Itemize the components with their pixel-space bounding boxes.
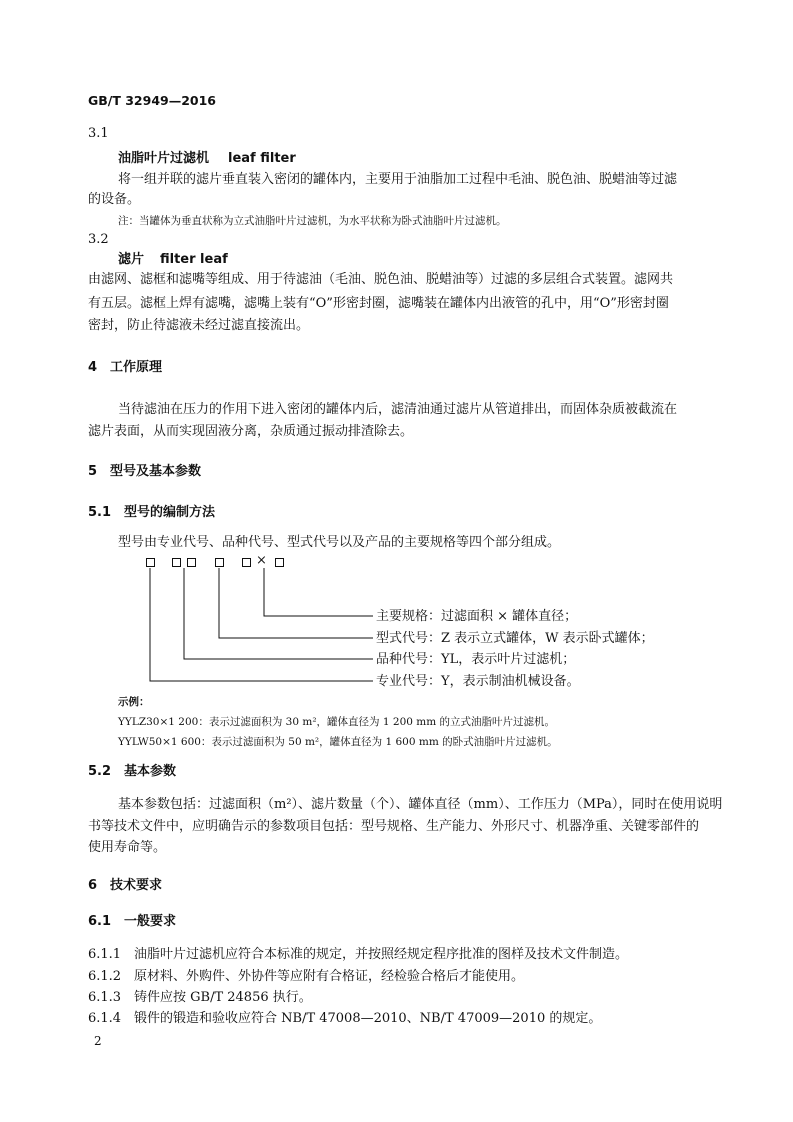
section-5-2-para-line1: 基本参数包括：过滤面积（m²）、滤片数量（个）、罐体直径（mm）、工作压力（MPa），同时在使用说明 — [118, 797, 723, 812]
example-1: YYLZ30×1 200：表示过滤面积为 30 m²，罐体直径为 1 200 mm 的立式油脂叶片过滤机。 — [118, 716, 556, 728]
section-5-1-intro: 型号由专业代号、品种代号、型式代号以及产品的主要规格等四个部分组成。 — [118, 535, 561, 550]
clause-3-1-note: 注：当罐体为垂直状称为立式油脂叶片过滤机，为水平状称为卧式油脂叶片过滤机。 — [118, 215, 507, 227]
section-4-para-line1: 当待滤油在压力的作用下进入密闭的罐体内后，滤清油通过滤片从管道排出，而固体杂质被截流在 — [118, 402, 678, 417]
clause-3-2-number: 3.2 — [88, 232, 109, 247]
diagram-label-variety: 品种代号：YL，表示叶片过滤机； — [376, 652, 576, 667]
clause-3-2-definition-line1: 由滤网、滤框和滤嘴等组成、用于待滤油（毛油、脱色油、脱蜡油等）过滤的多层组合式装置。滤网共 — [88, 272, 674, 287]
section-5-2-heading: 5.2 基本参数 — [88, 764, 177, 779]
clause-3-2-definition-line2: 有五层。滤框上焊有滤嘴，滤嘴上装有“O”形密封圈，滤嘴装在罐体内出液管的孔中，用“O”形密封圈 — [88, 296, 669, 311]
section-5-1-heading: 5.1 型号的编制方法 — [88, 505, 216, 520]
section-5-2-para-line2: 书等技术文件中，应明确告示的参数项目包括：型号规格、生产能力、外形尺寸、机器净重、关键零部件的 — [88, 819, 700, 834]
page-number: 2 — [94, 1034, 102, 1048]
section-5-heading: 5 型号及基本参数 — [88, 464, 202, 479]
clause-3-2-definition-line3: 密封，防止待滤液未经过滤直接流出。 — [88, 318, 310, 333]
clause-6-1-2-text: 原材料、外购件、外协件等应附有合格证，经检验合格后才能使用。 — [134, 969, 525, 984]
clause-3-2-term-en: filter leaf — [160, 252, 228, 267]
section-4-heading: 4 工作原理 — [88, 360, 163, 375]
multiply-sign: × — [256, 553, 267, 568]
leader-line-type — [219, 568, 373, 638]
section-6-1-heading: 6.1 一般要求 — [88, 914, 177, 929]
leader-line-professional — [150, 568, 373, 681]
leader-line-spec — [264, 568, 373, 616]
standard-code: GB/T 32949—2016 — [88, 93, 217, 108]
diagram-label-professional: 专业代号：Y，表示制油机械设备。 — [376, 674, 580, 689]
section-6-heading: 6 技术要求 — [88, 878, 163, 893]
clause-3-1-number: 3.1 — [88, 126, 109, 141]
section-4-para-line2: 滤片表面，从而实现固液分离，杂质通过振动排渣除去。 — [88, 424, 414, 439]
clause-3-1-definition-line2: 的设备。 — [88, 192, 141, 207]
diagram-label-type: 型式代号：Z 表示立式罐体，W 表示卧式罐体； — [376, 631, 654, 646]
diagram-label-spec: 主要规格：过滤面积 × 罐体直径； — [376, 609, 578, 624]
clause-6-1-1-text: 油脂叶片过滤机应符合本标准的规定，并按照经规定程序批准的图样及技术文件制造。 — [134, 947, 629, 962]
clause-6-1-3-number: 6.1.3 — [88, 990, 122, 1005]
section-5-2-para-line3: 使用寿命等。 — [88, 840, 167, 855]
clause-6-1-4-number: 6.1.4 — [88, 1011, 122, 1026]
clause-3-1-term-zh: 油脂叶片过滤机 — [118, 151, 210, 166]
leader-line-variety — [184, 568, 373, 659]
clause-6-1-1-number: 6.1.1 — [88, 947, 122, 962]
clause-6-1-2-number: 6.1.2 — [88, 969, 122, 984]
clause-6-1-3-text: 铸件应按 GB/T 24856 执行。 — [134, 990, 312, 1005]
clause-3-2-term-zh: 滤片 — [118, 252, 145, 267]
example-2: YYLW50×1 600：表示过滤面积为 50 m²，罐体直径为 1 600 mm 的卧式油脂叶片过滤机。 — [118, 736, 558, 748]
example-title: 示例： — [118, 696, 150, 708]
clause-6-1-4-text: 锻件的锻造和验收应符合 NB/T 47008—2010、NB/T 47009—2010 的规定。 — [134, 1011, 602, 1026]
clause-3-1-definition-line1: 将一组并联的滤片垂直装入密闭的罐体内，主要用于油脂加工过程中毛油、脱色油、脱蜡油等过滤 — [118, 172, 678, 187]
clause-3-1-term-en: leaf filter — [228, 151, 296, 166]
